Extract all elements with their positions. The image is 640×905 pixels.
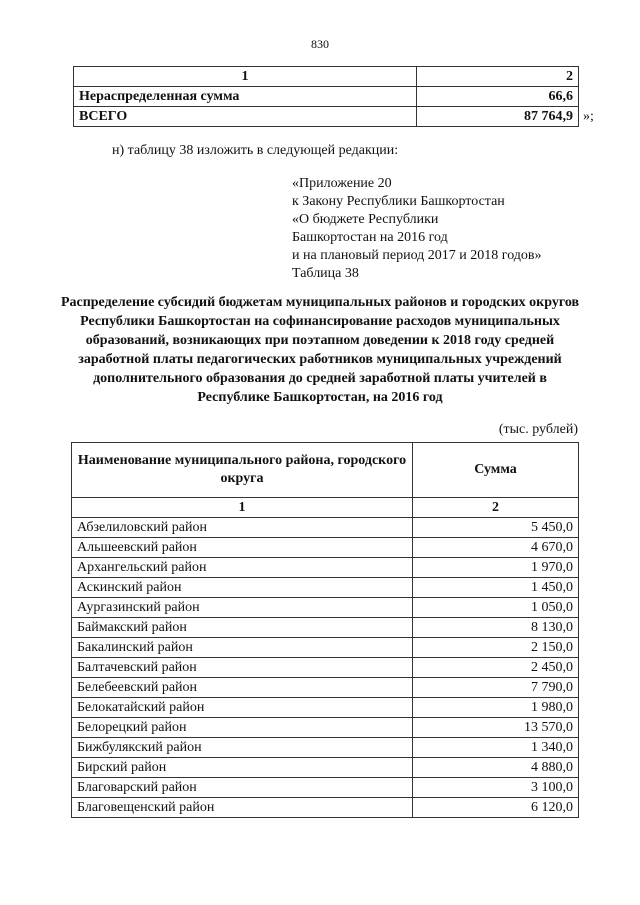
annex-line: Башкортостан на 2016 год	[292, 230, 448, 245]
row-name: Белокатайский район	[72, 698, 413, 718]
row-value: 66,6	[417, 87, 579, 107]
annex-line: «Приложение 20	[292, 176, 392, 191]
row-value: 7 790,0	[413, 678, 579, 698]
row-name: Альшеевский район	[72, 538, 413, 558]
row-name: Бакалинский район	[72, 638, 413, 658]
table-row	[72, 618, 579, 638]
annex-line: Таблица 38	[292, 266, 359, 281]
table-row	[72, 658, 579, 678]
annex-line: и на плановый период 2017 и 2018 годов»	[292, 248, 542, 263]
page-number: 830	[311, 37, 329, 51]
row-value: 1 450,0	[413, 578, 579, 598]
row-value: 1 970,0	[413, 558, 579, 578]
table-row	[72, 598, 579, 618]
table-row	[72, 758, 579, 778]
subsidy-table	[71, 442, 579, 818]
row-name: Белорецкий район	[72, 718, 413, 738]
row-name: ВСЕГО	[74, 107, 417, 127]
table-row	[72, 698, 579, 718]
table-header-row	[74, 67, 579, 87]
row-name: Абзелиловский район	[72, 518, 413, 538]
row-value: 2 150,0	[413, 638, 579, 658]
row-name: Бирский район	[72, 758, 413, 778]
annex-line: «О бюджете Республики	[292, 212, 439, 227]
annex-reference	[292, 175, 542, 283]
row-name: Белебеевский район	[72, 678, 413, 698]
row-name: Баймакский район	[72, 618, 413, 638]
row-value: 1 340,0	[413, 738, 579, 758]
amendment-intro: н) таблицу 38 изложить в следующей редакции:	[112, 143, 399, 158]
row-name: Балтачевский район	[72, 658, 413, 678]
row-value: 4 880,0	[413, 758, 579, 778]
row-value: 13 570,0	[413, 718, 579, 738]
table-row	[72, 538, 579, 558]
row-value: 87 764,9	[417, 107, 579, 127]
units-label: (тыс. рублей)	[498, 422, 578, 437]
row-value: 1 050,0	[413, 598, 579, 618]
annex-line: к Закону Республики Башкортостан	[292, 194, 505, 209]
row-value: 3 100,0	[413, 778, 579, 798]
table-row	[72, 798, 579, 818]
row-name: Архангельский район	[72, 558, 413, 578]
row-value: 8 130,0	[413, 618, 579, 638]
column-header-sum: Сумма	[413, 443, 579, 498]
column-number: 1	[74, 67, 417, 87]
table-row	[72, 558, 579, 578]
row-value: 1 980,0	[413, 698, 579, 718]
table-row	[72, 578, 579, 598]
column-number: 2	[413, 498, 579, 518]
row-value: 4 670,0	[413, 538, 579, 558]
table-row-total	[74, 107, 579, 127]
column-header-name: Наименование муниципального района, городского округа	[72, 443, 413, 498]
table-row	[72, 778, 579, 798]
column-number-row	[72, 498, 579, 518]
table-title: Распределение субсидий бюджетам муниципальных районов и городских округов Республики Башкортостан на софинансирование расходов муниципальных образований, возникающих при поэтапном доведении к 2018 году средней заработной платы педагогических работников муниципальных учреждений дополнительного образования до средней заработной платы учителей в Республике Башкортостан, на 2016 год	[60, 295, 580, 405]
table-row	[72, 678, 579, 698]
column-number: 2	[417, 67, 579, 87]
table-row	[72, 638, 579, 658]
column-number: 1	[72, 498, 413, 518]
row-name: Бижбулякский район	[72, 738, 413, 758]
table-header-row	[72, 443, 579, 498]
row-value: 2 450,0	[413, 658, 579, 678]
row-name: Благовещенский район	[72, 798, 413, 818]
closing-quote: »;	[583, 109, 594, 124]
table-row	[72, 518, 579, 538]
row-name: Аургазинский район	[72, 598, 413, 618]
row-value: 5 450,0	[413, 518, 579, 538]
row-value: 6 120,0	[413, 798, 579, 818]
table-row	[74, 87, 579, 107]
table-row	[72, 738, 579, 758]
row-name: Аскинский район	[72, 578, 413, 598]
row-name: Нераспределенная сумма	[74, 87, 417, 107]
table-row	[72, 718, 579, 738]
previous-table-tail	[73, 66, 579, 127]
row-name: Благоварский район	[72, 778, 413, 798]
